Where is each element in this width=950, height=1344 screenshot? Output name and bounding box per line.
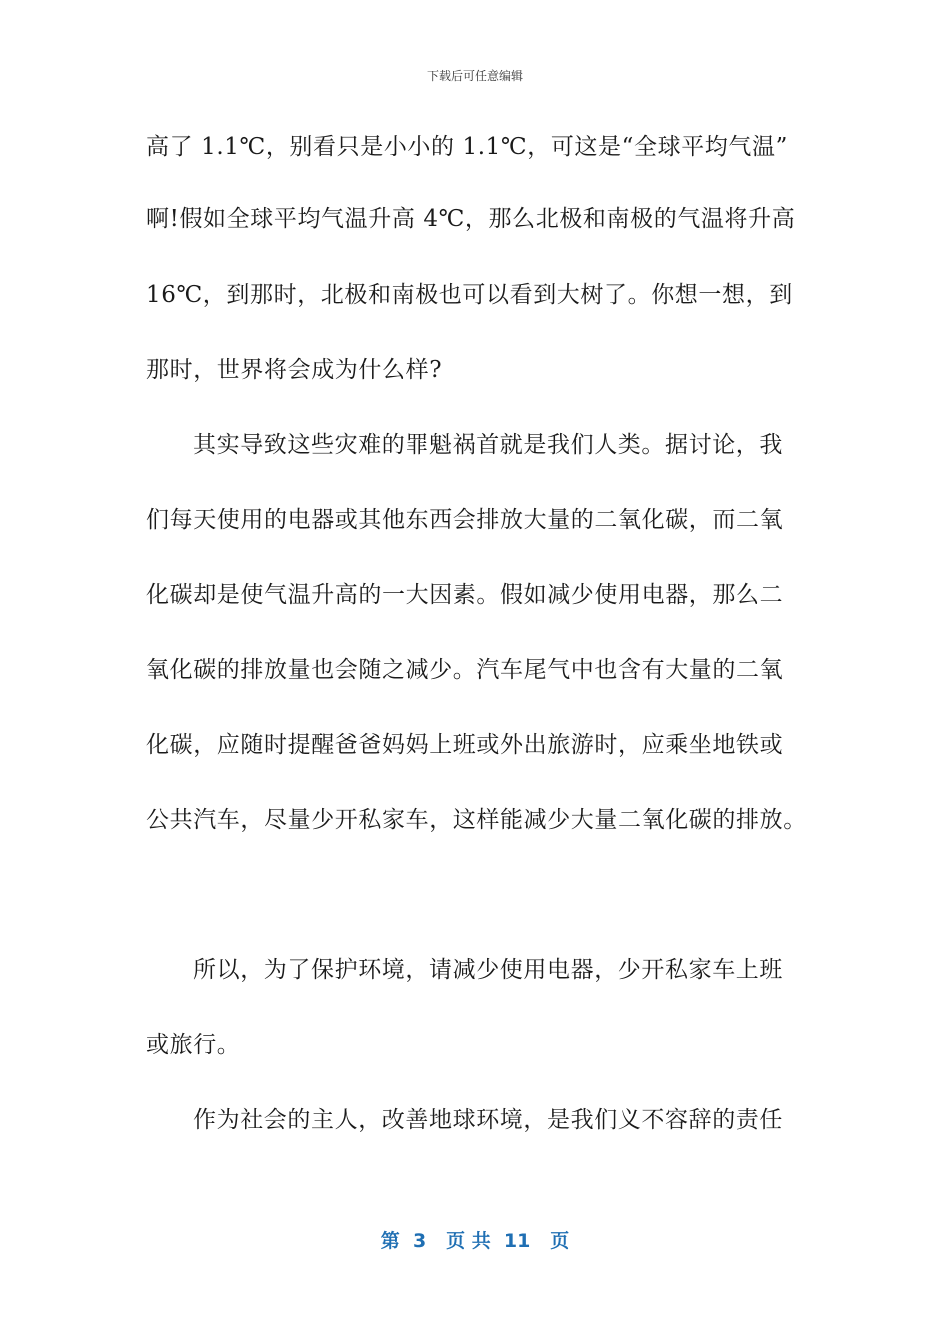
paragraph-line: 那时，世界将会成为什么样? bbox=[146, 357, 443, 383]
page-number: 第 3 页 共 11 页 bbox=[380, 1230, 570, 1252]
paragraph-line: 化碳却是使气温升高的一大因素。假如减少使用电器，那么二 bbox=[146, 582, 784, 608]
paragraph-line: 公共汽车，尽量少开私家车，这样能减少大量二氧化碳的排放。 bbox=[146, 807, 807, 833]
paragraph-line: 所以，为了保护环境，请减少使用电器，少开私家车上班 bbox=[193, 957, 783, 983]
paragraph-line: 16℃，到那时，北极和南极也可以看到大树了。你想一想，到 bbox=[146, 282, 793, 308]
paragraph-line: 氧化碳的排放量也会随之减少。汽车尾气中也含有大量的二氧 bbox=[146, 657, 784, 683]
paragraph-line: 们每天使用的电器或其他东西会排放大量的二氧化碳，而二氧 bbox=[146, 507, 784, 533]
paragraph-line: 啊!假如全球平均气温升高 4℃，那么北极和南极的气温将升高 bbox=[146, 206, 796, 232]
paragraph-line: 其实导致这些灾难的罪魁祸首就是我们人类。据讨论，我 bbox=[193, 432, 783, 458]
header-note: 下载后可任意编辑 bbox=[426, 69, 523, 83]
paragraph-line: 或旅行。 bbox=[146, 1032, 241, 1058]
paragraph-line: 作为社会的主人，改善地球环境，是我们义不容辞的责任 bbox=[193, 1107, 783, 1133]
paragraph-line: 高了 1.1℃，别看只是小小的 1.1℃，可这是“全球平均气温” bbox=[146, 134, 788, 160]
paragraph-line: 化碳，应随时提醒爸爸妈妈上班或外出旅游时，应乘坐地铁或 bbox=[146, 732, 784, 758]
